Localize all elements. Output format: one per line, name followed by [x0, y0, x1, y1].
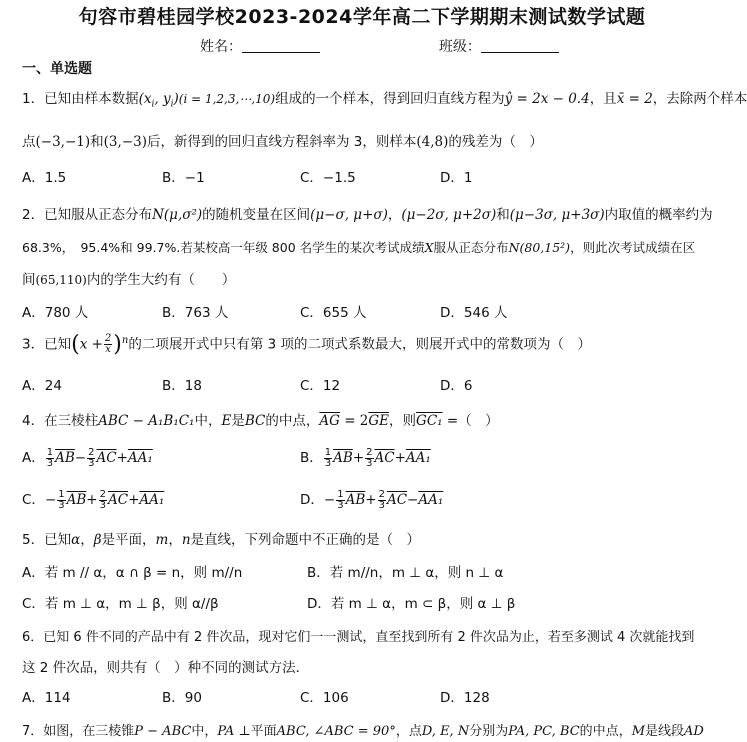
q3-option-d[interactable]: D．6 [440, 378, 473, 394]
q3-fraction: $\frac{2}{x}$ [104, 333, 112, 355]
q5-option-a[interactable]: A．若 m // α，α ∩ β = n，则 m//n [22, 565, 243, 581]
q6-option-d[interactable]: D．128 [440, 690, 490, 706]
name-blank[interactable] [242, 38, 320, 53]
q2-line2: 68.3%， 95.4%和 99.7%.若某校高一年级 800 名学生的某次考试成绩X服从正态分布N(80,15²)，则此次考试成绩在区 [22, 240, 696, 255]
q3-option-b[interactable]: B．18 [162, 378, 202, 394]
q4-option-d[interactable]: D．− $\frac{1}{3}$ $\overline{AB}+$ $\frac{2}{3}$ $\overline{AC}-AA_1$ [300, 488, 444, 511]
q4-options-row2 [22, 488, 722, 518]
class-blank[interactable] [481, 38, 559, 53]
q4-options-row1 [22, 446, 722, 476]
q2-option-b[interactable]: B．763 人 [162, 305, 229, 321]
q1-equation: ŷ = 2x − 0.4 [504, 91, 590, 107]
q6-line1: 6．已知 6 件不同的产品中有 2 件次品，现对它们一一测试，直至找到所有 2 件次品为止，若至多测试 4 次就能找到 [22, 630, 695, 645]
q1-data: ($x_i$, $y_i$) [138, 91, 179, 110]
q6-option-c[interactable]: C．106 [300, 690, 349, 706]
q4-option-c[interactable]: C．− $\frac{1}{3}$ $\overline{AB}+$ $\frac{2}{3}$ $\overline{AC}+AA_1$ [22, 488, 165, 511]
q2-option-d[interactable]: D．546 人 [440, 305, 508, 321]
q1-option-a[interactable]: A．1.5 [22, 170, 67, 186]
q5-option-d[interactable]: D．若 m ⊥ α，m ⊂ β，则 α ⊥ β [307, 596, 516, 612]
name-label: 姓名： [200, 39, 242, 55]
q1-option-d[interactable]: D．1 [440, 170, 473, 186]
q2-line1: 2．已知服从正态分布N(μ,σ²)的随机变量在区间(μ−σ, μ+σ)，(μ−2σ, μ+2σ)和(μ−3σ, μ+3σ)内取值的概率约为 [22, 207, 713, 223]
class-label: 班级： [438, 39, 481, 55]
q5-option-c[interactable]: C．若 m ⊥ α，m ⊥ β，则 α//β [22, 596, 219, 612]
q6-line2: 这 2 件次品，则共有（ ）种不同的测试方法． [22, 660, 310, 676]
q1-line2: 点(−3,−1)和(3,−3)后，新得到的回归直线方程斜率为 3，则样本(4,8)的残差为（ ） [22, 134, 543, 150]
q3-line1: 3．已知(x + $\frac{2}{x}$ )$^n$的二项展开式中只有第 3 项的二项式系数最大，则展开式中的常数项为（ ） [22, 332, 591, 357]
q1-line1: 1．已知由样本数据($x_i$, $y_i)(i$ = 1,2,3,⋯,10)组成的一个样本，得到回归直线方程为ŷ = 2x − 0.4，且x̄ = 2，去除两个样本 [22, 91, 747, 110]
q7-line1: 7．如图，在三棱锥P − ABC中，PA ⊥平面ABC, ∠ABC = 90°，点D, E, N分别为PA, PC, BC的中点，M是线段AD [22, 724, 704, 739]
q5-option-b[interactable]: B．若 m//n，m ⊥ α，则 n ⊥ α [307, 565, 504, 581]
q3-option-a[interactable]: A．24 [22, 378, 62, 394]
q4-option-b[interactable]: B． $\frac{1}{3}$ $\overline{AB}+$ $\frac{2}{3}$ $\overline{AC}+AA_1$ [300, 446, 431, 469]
q2-option-a[interactable]: A．780 人 [22, 305, 89, 321]
q4-line1: 4．在三棱柱ABC − A₁B₁C₁中，E是BC的中点，$\overline{AG} = 2\overline{GE}$，则GC₁ =（ ） [22, 413, 499, 429]
q1-option-c[interactable]: C．−1.5 [300, 170, 356, 186]
q1-option-b[interactable]: B．−1 [162, 170, 205, 186]
q1-xbar: x̄ = 2 [616, 91, 653, 107]
q1-range: (i = 1,2,3,⋯,10) [178, 92, 276, 106]
q4-option-a[interactable]: A． $\frac{1}{3}$ $\overline{AB}-$ $\frac{2}{3}$ $\overline{AC}+AA_1$ [22, 446, 153, 469]
q5-line1: 5．已知α，β是平面，m，n是直线，下列命题中不正确的是（ ） [22, 532, 421, 548]
section-heading: 一、单选题 [22, 61, 92, 77]
q6-option-a[interactable]: A．114 [22, 690, 71, 706]
q6-option-b[interactable]: B．90 [162, 690, 202, 706]
q3-option-c[interactable]: C．12 [300, 378, 341, 394]
q2-option-c[interactable]: C．655 人 [300, 305, 367, 321]
student-info [200, 36, 559, 56]
page-title: 句容市碧桂园学校2023-2024学年高二下学期期末测试数学试题 [78, 6, 646, 28]
q2-line3: 间(65,110)内的学生大约有（ ） [22, 272, 236, 288]
